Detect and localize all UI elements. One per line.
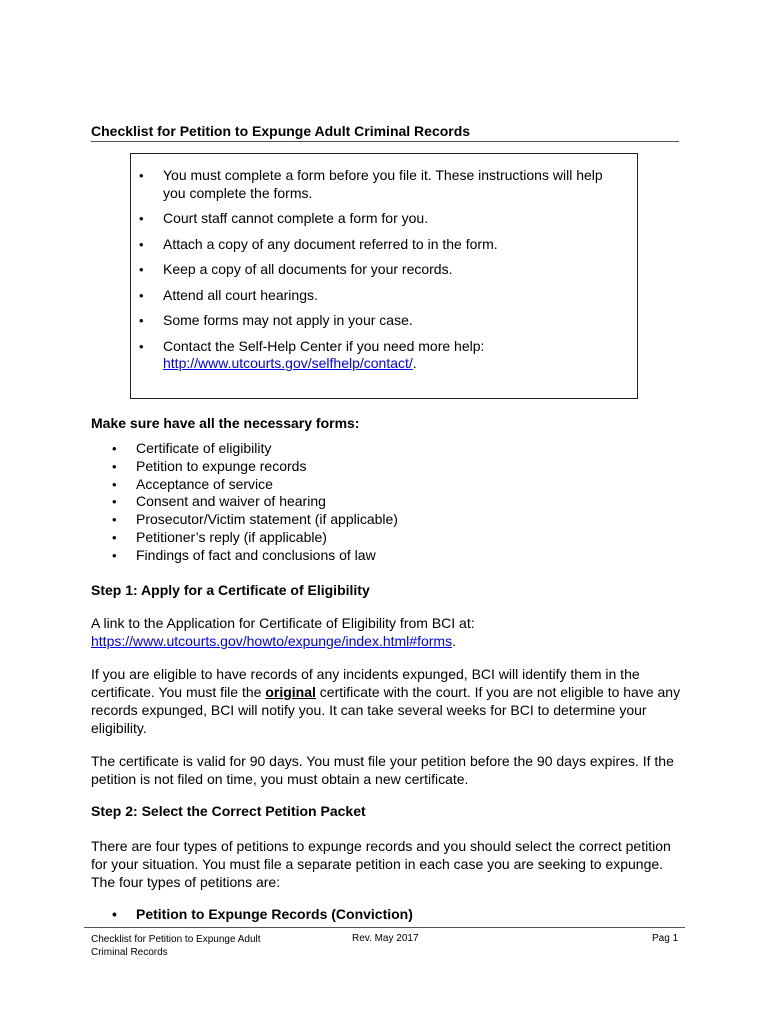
list-item: • Petition to expunge records <box>112 457 307 474</box>
page-title: Checklist for Petition to Expunge Adult Criminal Records <box>91 123 679 142</box>
list-item: • Consent and waiver of hearing <box>112 493 326 510</box>
footer-revision: Rev. May 2017 <box>352 933 419 944</box>
list-item: • You must complete a form before you file it. These instructions will help you complete the forms. <box>139 167 603 201</box>
bullet-icon: • <box>112 512 117 528</box>
bullet-icon: • <box>112 441 117 456</box>
bullet-icon: • <box>112 547 117 563</box>
forms-link[interactable]: https://www.utcourts.gov/howto/expunge/index.html#forms <box>91 633 453 649</box>
list-item: • Keep a copy of all documents for your records. <box>139 261 453 277</box>
bullet-icon: • <box>139 338 144 354</box>
list-item: • Attach a copy of any document referred to in the form. <box>139 235 498 252</box>
list-item: • Some forms may not apply in your case. <box>139 312 413 328</box>
bullet-icon: • <box>139 211 144 226</box>
bullet-icon: • <box>139 287 144 303</box>
original-emphasis: original <box>265 684 316 700</box>
list-item: • Attend all court hearings. <box>139 286 318 303</box>
bullet-icon: • <box>139 168 144 183</box>
bullet-icon: • <box>139 313 144 328</box>
list-item: • Certificate of eligibility <box>112 440 272 456</box>
bullet-icon: • <box>112 529 117 545</box>
list-item: • Petitioner’s reply (if applicable) <box>112 528 327 545</box>
instructions-list <box>139 167 609 381</box>
bullet-icon: • <box>112 494 117 510</box>
petition-type-item: • Petition to Expunge Records (Conviction) <box>112 906 413 922</box>
bullet-icon: • <box>112 476 117 492</box>
footer-title: Checklist for Petition to Expunge Adult Criminal Records <box>91 934 261 958</box>
step1-paragraph-2: If you are eligible to have records of any incidents expunged, BCI will identify them in the certificate. You must file the original certificate with the court. If you are not eligible to have any records expunged, BCI will notify you. It can take several weeks for BCI to determine your eligibility. <box>91 666 681 736</box>
self-help-contact-link[interactable]: http://www.utcourts.gov/selfhelp/contact/ <box>163 355 413 371</box>
list-item: • Contact the Self-Help Center if you need more help: http://www.utcourts.gov/selfhelp/contact/. <box>139 337 485 371</box>
bullet-icon: • <box>112 906 117 922</box>
step1-heading: Step 1: Apply for a Certificate of Eligibility <box>91 582 370 598</box>
list-item: • Court staff cannot complete a form for you. <box>139 210 429 226</box>
bullet-icon: • <box>139 236 144 252</box>
forms-list <box>112 440 398 565</box>
list-item: • Acceptance of service <box>112 475 273 492</box>
list-item: • Findings of fact and conclusions of law <box>112 546 376 563</box>
bullet-icon: • <box>112 458 117 474</box>
forms-heading: Make sure have all the necessary forms: <box>91 415 360 431</box>
bullet-icon: • <box>139 262 144 277</box>
instructions-box <box>130 153 638 399</box>
footer-divider <box>84 927 685 928</box>
footer-page-number: Pag 1 <box>652 933 679 944</box>
step1-paragraph-1: A link to the Application for Certificate of Eligibility from BCI at: https://www.utcourts.gov/howto/expunge/index.html#forms. <box>91 615 475 649</box>
step1-paragraph-3: The certificate is valid for 90 days. You must file your petition before the 90 days expires. If the petition is not filed on time, you must obtain a new certificate. <box>91 753 674 787</box>
step2-paragraph: There are four types of petitions to expunge records and you should select the correct petition for your situation. You must file a separate petition in each case you are seeking to expunge. The four types of petitions are: <box>91 838 671 890</box>
step2-heading: Step 2: Select the Correct Petition Packet <box>91 803 366 819</box>
list-item: • Prosecutor/Victim statement (if applicable) <box>112 511 398 528</box>
